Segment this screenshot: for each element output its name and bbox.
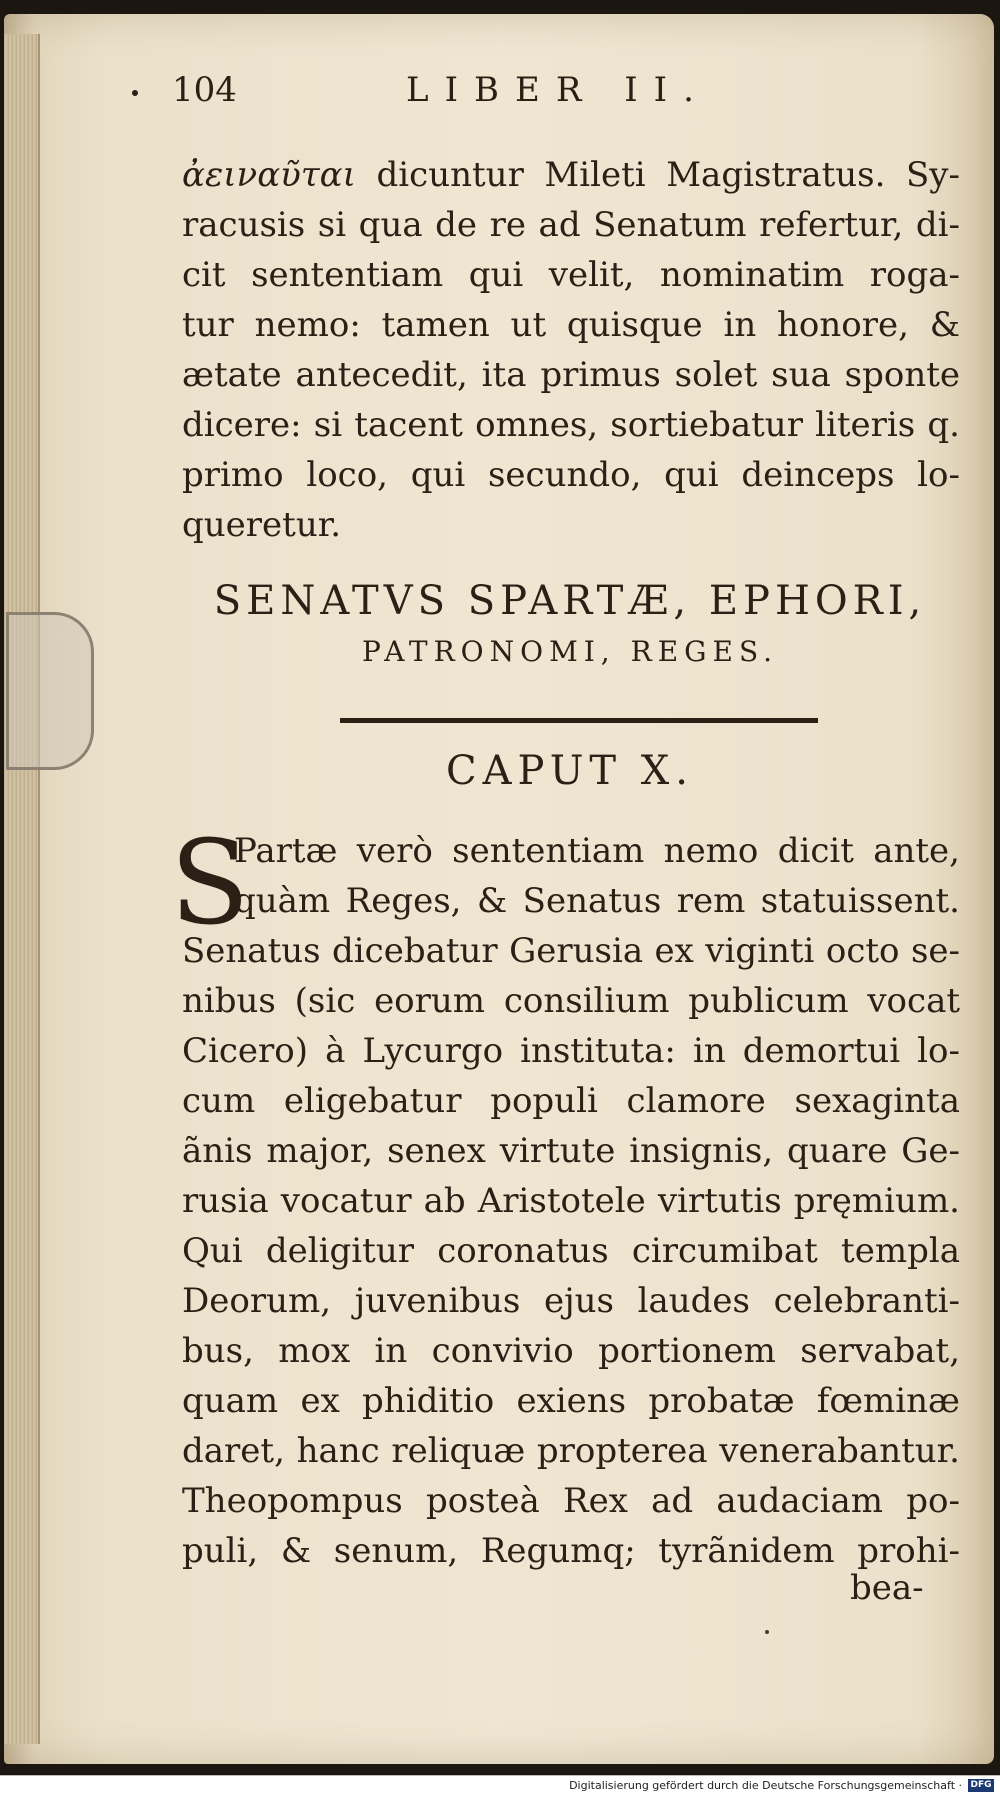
text-line: cum eligebatur populi clamore sexaginta [182,1081,960,1121]
catchword: bea- [850,1568,924,1608]
paragraph-2 [182,826,960,1576]
text-line: Theopompus posteà Rex ad audaciam po- [182,1481,960,1521]
text-line: daret, hanc reliquæ propterea venerabantur. [182,1431,960,1471]
text-line: racusis si qua de re ad Senatum refertur, di- [182,205,960,245]
text-line: nibus (sic eorum consilium publicum vocat [182,981,960,1021]
drop-cap: S [170,816,250,951]
bookmark-clip [6,612,94,770]
text-line: primo loco, qui secundo, qui deinceps lo- [182,455,960,495]
text-line: Deorum, juvenibus ejus laudes celebranti- [182,1281,960,1321]
text-line: quam ex phiditio exiens probatæ fœminæ [182,1381,960,1421]
text-line: cit sententiam qui velit, nominatim roga- [182,255,960,295]
section-heading: SENATVS SPARTÆ, EPHORI, [213,578,927,624]
text-line: puli, & senum, Regumq; tyrãnidem prohi- [182,1531,960,1571]
text-line: Cicero) à Lycurgo instituta: in demortui lo- [182,1031,960,1071]
text-line: tur nemo: tamen ut quisque in honore, & [182,305,960,345]
text-line: rusia vocatur ab Aristotele virtutis pręmium. [182,1181,960,1221]
page-number: 104 [172,70,237,110]
text-line: ãnis major, senex virtute insignis, quare Ge- [182,1131,960,1171]
page-edge-stack [4,34,40,1744]
running-title: LIBER II. [406,70,710,110]
page-header [120,70,840,130]
text-line: Partæ verò sententiam nemo dicit ante, [234,831,960,871]
text-line: quàm Reges, & Senatus rem statuissent. [234,881,960,921]
greek-word: ἀειναῦται [182,155,356,195]
funding-credit: Digitalisierung gefördert durch die Deutsche Forschungsgemeinschaft · [569,1779,962,1792]
text-line: ætate antecedit, ita primus solet sua sponte [182,355,960,395]
section-subheading: PATRONOMI, REGES. [361,635,779,668]
text-line: dicere: si tacent omnes, sortiebatur literis q. [182,405,960,445]
text-fragment: dicuntur Mileti Magistratus. Sy- [355,155,960,195]
text-line: Senatus dicebatur Gerusia ex viginti octo se- [182,931,960,971]
ink-dot [765,1630,769,1634]
text-line: queretur. [182,505,342,545]
text-line: Qui deligitur coronatus circumibat templa [182,1231,960,1271]
text-line [182,150,960,200]
header-dot [132,90,138,96]
chapter-title: CAPUT X. [446,748,694,794]
paragraph-1 [182,150,960,550]
divider-rule [340,718,818,723]
dfg-logo: DFG [968,1779,994,1792]
text-line: bus, mox in convivio portionem servabat, [182,1331,960,1371]
digitization-footer [0,1775,1000,1796]
